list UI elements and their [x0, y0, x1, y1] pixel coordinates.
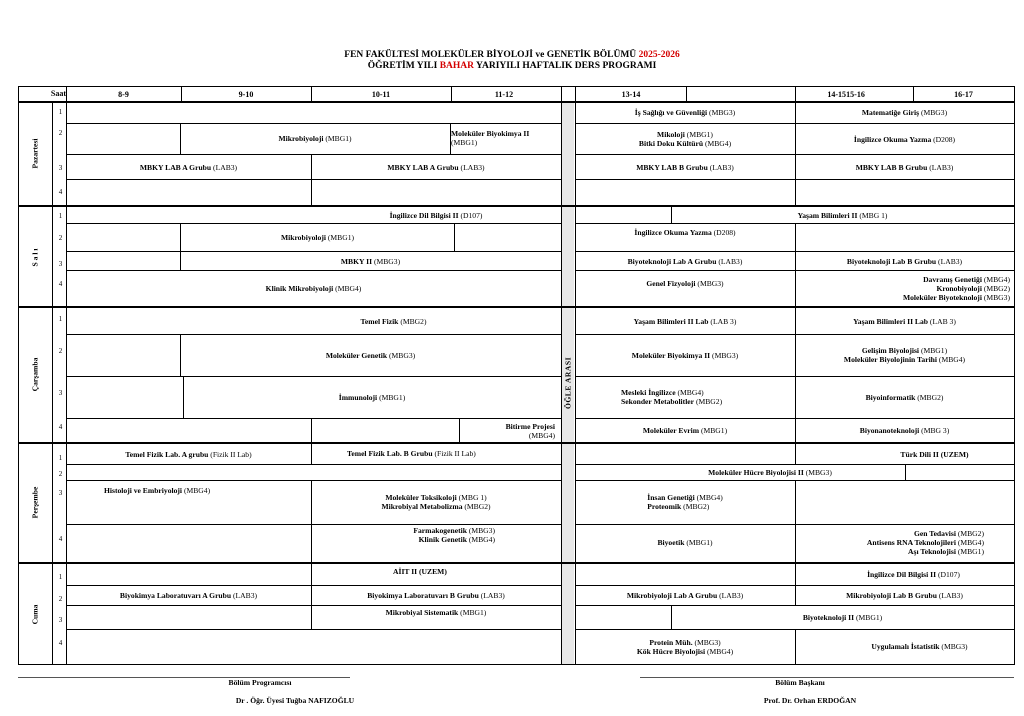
grid-line-vertical — [181, 86, 182, 102]
course-cell: Moleküler Evrim (MBG1) — [642, 426, 728, 435]
day-label-pazartesi: Pazartesi — [30, 138, 40, 168]
grid-line-vertical — [450, 123, 451, 154]
grid-line-vertical — [311, 154, 312, 205]
header-slot-9-10: 9-10 — [238, 90, 254, 99]
grid-line-vertical — [180, 223, 181, 270]
grid-line-vertical — [795, 308, 796, 442]
course-cell: Gelişim Biyolojisi (MBG1) Moleküler Biyolojinin Tarihi (MBG4) — [843, 346, 966, 364]
course-cell: Mikrobiyoloji (MBG1) — [280, 233, 355, 242]
course-cell: Temel Fizik (MBG2) — [360, 316, 427, 326]
day-label-sali: S a l ı — [30, 248, 40, 266]
footer-right-name: Prof. Dr. Orhan ERDOĞAN — [763, 696, 857, 705]
course-cell: İngilizce Okuma Yazma (D208) — [634, 227, 736, 237]
header-saat: Saat — [50, 89, 66, 98]
course-cell: Moleküler Hücre Biyolojisi II (MBG3) — [708, 467, 832, 477]
grid-line-horizontal — [66, 418, 561, 419]
course-cell: Uygulamalı İstatistik (MBG3) — [871, 642, 968, 651]
header-slot-13-14: 13-14 — [621, 90, 641, 99]
day-label-cuma: Cuma — [30, 604, 40, 624]
slot-number: 4 — [58, 535, 63, 543]
grid-line-vertical — [311, 444, 312, 464]
course-cell: MBKY LAB A Grubu (LAB3) — [387, 162, 485, 172]
grid-line-vertical — [311, 564, 312, 605]
course-cell: İngilizce Dil Bilgisi II (D107) — [389, 210, 483, 220]
grid-line-horizontal — [66, 376, 561, 377]
grid-line-horizontal — [18, 442, 1014, 444]
slot-number: 1 — [58, 573, 63, 581]
grid-line-horizontal — [66, 480, 561, 481]
course-cell: İmmunoloji (MBG1) — [338, 392, 406, 402]
day-label-persembe: Perşembe — [30, 486, 40, 519]
slot-number: 2 — [58, 129, 63, 137]
slot-number: 2 — [58, 234, 63, 242]
grid-line-horizontal — [66, 251, 561, 252]
course-cell: Moleküler Genetik (MBG3) — [325, 350, 416, 360]
grid-line-vertical — [795, 564, 796, 605]
course-cell: Biyokimya Laboratuvarı A Grubu (LAB3) — [119, 590, 258, 600]
grid-line-horizontal — [66, 585, 561, 586]
grid-line-vertical — [795, 223, 796, 307]
footer-right-title: Bölüm Başkanı — [775, 678, 825, 687]
grid-line-vertical — [459, 418, 460, 442]
course-cell: Mikoloji (MBG1) Bitki Doku Kültürü (MBG4) — [638, 130, 732, 148]
grid-line-vertical — [795, 102, 796, 205]
course-cell: MBKY LAB A Grubu (LAB3) — [139, 162, 238, 172]
course-cell: Farmakogenetik (MBG3) Klinik Genetik (MBG4) — [413, 526, 495, 544]
course-cell: Biyoetik (MBG1) — [657, 538, 713, 547]
grid-line-vertical — [180, 334, 181, 376]
lunch-break-column: ÖĞLE ARASI — [561, 102, 574, 664]
grid-line-vertical — [66, 102, 67, 664]
header-slot-14-15: 14-15 — [827, 90, 846, 99]
course-cell: Mesleki İngilizce (MBG4) Sekonder Metabolitler (MBG2) — [621, 388, 723, 406]
course-cell: Klinik Mikrobiyoloji (MBG4) — [265, 284, 362, 293]
schedule-table — [18, 86, 1014, 664]
course-cell: İngilizce Dil Bilgisi II (D107) — [867, 570, 960, 579]
grid-line-vertical — [66, 86, 67, 102]
grid-line-vertical — [311, 480, 312, 562]
header-slot-11-12: 11-12 — [494, 90, 514, 99]
title-line-1: FEN FAKÜLTESİ MOLEKÜLER BİYOLOJİ ve GENETİK BÖLÜMÜ 2025-2026 — [344, 50, 680, 60]
course-cell: Biyoinformatik (MBG2) — [865, 392, 944, 402]
slot-number: 1 — [58, 454, 63, 462]
grid-line-vertical — [795, 629, 796, 664]
course-cell: Histoloji ve Embriyoloji (MBG4) — [104, 485, 211, 495]
slot-number: 3 — [58, 260, 63, 268]
course-cell: Mikrobiyoloji Lab A Grubu (LAB3) — [626, 590, 744, 600]
course-cell: MBKY LAB B Grubu (LAB3) — [855, 162, 954, 172]
course-cell: Gen Tedavisi (MBG2) Antisens RNA Teknolojileri (MBG4) Aşı Teknolojisi (MBG1) — [866, 529, 984, 556]
slot-number: 3 — [58, 164, 63, 172]
course-cell: Türk Dili II (UZEM) — [900, 449, 969, 459]
course-cell: Davranış Genetiği (MBG4) Kronobiyoloji (MBG2) Moleküler Biyoteknoloji (MBG3) — [902, 275, 1010, 302]
grid-line-horizontal — [66, 524, 561, 525]
grid-line-horizontal — [18, 562, 1014, 564]
slot-number: 2 — [58, 470, 63, 478]
grid-line-vertical — [1014, 86, 1015, 665]
grid-line-horizontal — [18, 86, 1014, 87]
grid-line-vertical — [311, 418, 312, 442]
course-cell: Bitirme Projesi (MBG4) — [505, 421, 555, 440]
course-cell: İngilizce Okuma Yazma (D208) — [853, 134, 956, 144]
course-cell: Genel Fizyoloji (MBG3) — [646, 278, 724, 288]
course-cell: Yaşam Bilimleri II Lab (LAB 3) — [853, 316, 956, 326]
course-cell: Temel Fizik Lab. B Grubu (Fizik II Lab) — [347, 448, 476, 458]
course-cell: AİIT II (UZEM) — [393, 566, 447, 576]
course-cell: Moleküler Biyokimya II (MBG1) — [451, 129, 530, 147]
grid-line-vertical — [795, 444, 796, 464]
course-cell: Yaşam Bilimleri II Lab (LAB 3) — [633, 316, 737, 326]
slot-number: 2 — [58, 347, 63, 355]
course-cell: Mikrobiyoloji Lab B Grubu (LAB3) — [846, 590, 963, 600]
grid-line-horizontal — [66, 123, 561, 124]
grid-line-horizontal — [66, 270, 561, 271]
slot-number: 3 — [58, 389, 63, 397]
course-cell: Protein Müh. (MBG3) Kök Hücre Biyolojisi (MBG4) — [636, 637, 734, 656]
course-cell: Biyoteknoloji Lab A Grubu (LAB3) — [627, 256, 743, 266]
grid-line-vertical — [686, 86, 687, 102]
course-cell: MBKY LAB B Grubu (LAB3) — [636, 162, 734, 172]
grid-line-vertical — [671, 207, 672, 223]
grid-line-vertical — [561, 102, 562, 664]
grid-line-vertical — [795, 480, 796, 562]
course-cell: Biyokimya Laboratuvarı B Grubu (LAB3) — [367, 590, 505, 600]
title-line-2: ÖĞRETİM YILI BAHAR YARIYILI HAFTALIK DERS PROGRAMI — [367, 61, 657, 71]
slot-number: 1 — [58, 315, 63, 323]
footer-left-name: Dr . Öğr. Üyesi Tuğba NAFIZOĞLU — [235, 696, 355, 705]
grid-line-horizontal — [18, 205, 1014, 207]
header-slot-10-11: 10-11 — [371, 90, 391, 99]
grid-line-vertical — [311, 86, 312, 102]
slot-number: 3 — [58, 616, 63, 624]
grid-line-vertical — [913, 86, 914, 102]
header-slot-15-16: 15-16 — [846, 90, 865, 99]
grid-line-horizontal — [66, 334, 561, 335]
course-cell: Temel Fizik Lab. A grubu (Fizik II Lab) — [125, 449, 252, 459]
course-cell: Mikrobiyoloji (MBG1) — [278, 133, 352, 143]
slot-number: 3 — [58, 489, 63, 497]
footer-left-title: Bölüm Programcısı — [228, 678, 292, 687]
grid-line-horizontal — [18, 306, 1014, 308]
slot-number: 2 — [58, 595, 63, 603]
title-term: BAHAR — [439, 61, 474, 71]
course-cell: Matematiğe Giriş (MBG3) — [861, 108, 948, 117]
grid-line-horizontal — [66, 223, 561, 224]
course-cell: İnsan Genetiği (MBG4) Proteomik (MBG2) — [647, 493, 723, 511]
grid-line-vertical — [671, 605, 672, 629]
grid-line-horizontal — [66, 605, 561, 606]
grid-line-vertical — [311, 605, 312, 629]
grid-line-vertical — [18, 86, 19, 665]
grid-line-vertical — [180, 123, 181, 154]
grid-line-vertical — [795, 86, 796, 102]
grid-line-horizontal — [66, 629, 561, 630]
day-label-carsamba: Çarşamba — [30, 357, 40, 392]
course-cell: Yaşam Bilimleri II (MBG 1) — [797, 210, 888, 220]
title-year: 2025-2026 — [638, 50, 680, 60]
grid-line-horizontal — [575, 605, 1014, 606]
course-cell: Mikrobiyal Sistematik (MBG1) — [385, 607, 487, 617]
course-cell: İş Sağlığı ve Güvenliği (MBG3) — [634, 108, 736, 117]
course-cell: Moleküler Toksikoloji (MBG 1) Mikrobiyal Metabolizma (MBG2) — [381, 493, 491, 511]
grid-line-vertical — [52, 102, 53, 664]
course-cell: MBKY II (MBG3) — [340, 256, 401, 266]
grid-line-horizontal — [575, 464, 1014, 465]
grid-line-vertical — [561, 86, 562, 102]
header-slot-16-17: 16-17 — [954, 90, 973, 99]
slot-number: 4 — [58, 280, 63, 288]
slot-number: 1 — [58, 212, 63, 220]
grid-line-vertical — [454, 223, 455, 251]
slot-number: 4 — [58, 188, 63, 196]
grid-line-horizontal — [66, 154, 561, 155]
grid-line-horizontal — [66, 179, 561, 180]
header-slot-8-9: 8-9 — [118, 90, 129, 99]
grid-line-vertical — [183, 376, 184, 418]
course-cell: Biyoteknoloji Lab B Grubu (LAB3) — [846, 256, 963, 266]
grid-line-vertical — [905, 464, 906, 480]
grid-line-horizontal — [18, 664, 1014, 665]
grid-line-vertical — [451, 86, 452, 102]
slot-number: 4 — [58, 423, 63, 431]
grid-line-horizontal — [18, 101, 1014, 103]
grid-line-horizontal — [66, 464, 561, 465]
course-cell: Moleküler Biyokimya II (MBG3) — [631, 350, 739, 360]
grid-line-vertical — [575, 102, 576, 664]
slot-number: 1 — [58, 108, 63, 116]
course-cell: Biyoteknoloji II (MBG1) — [802, 612, 883, 622]
grid-line-vertical — [575, 86, 576, 102]
course-cell: Biyonanoteknoloji (MBG 3) — [859, 426, 950, 435]
slot-number: 4 — [58, 639, 63, 647]
